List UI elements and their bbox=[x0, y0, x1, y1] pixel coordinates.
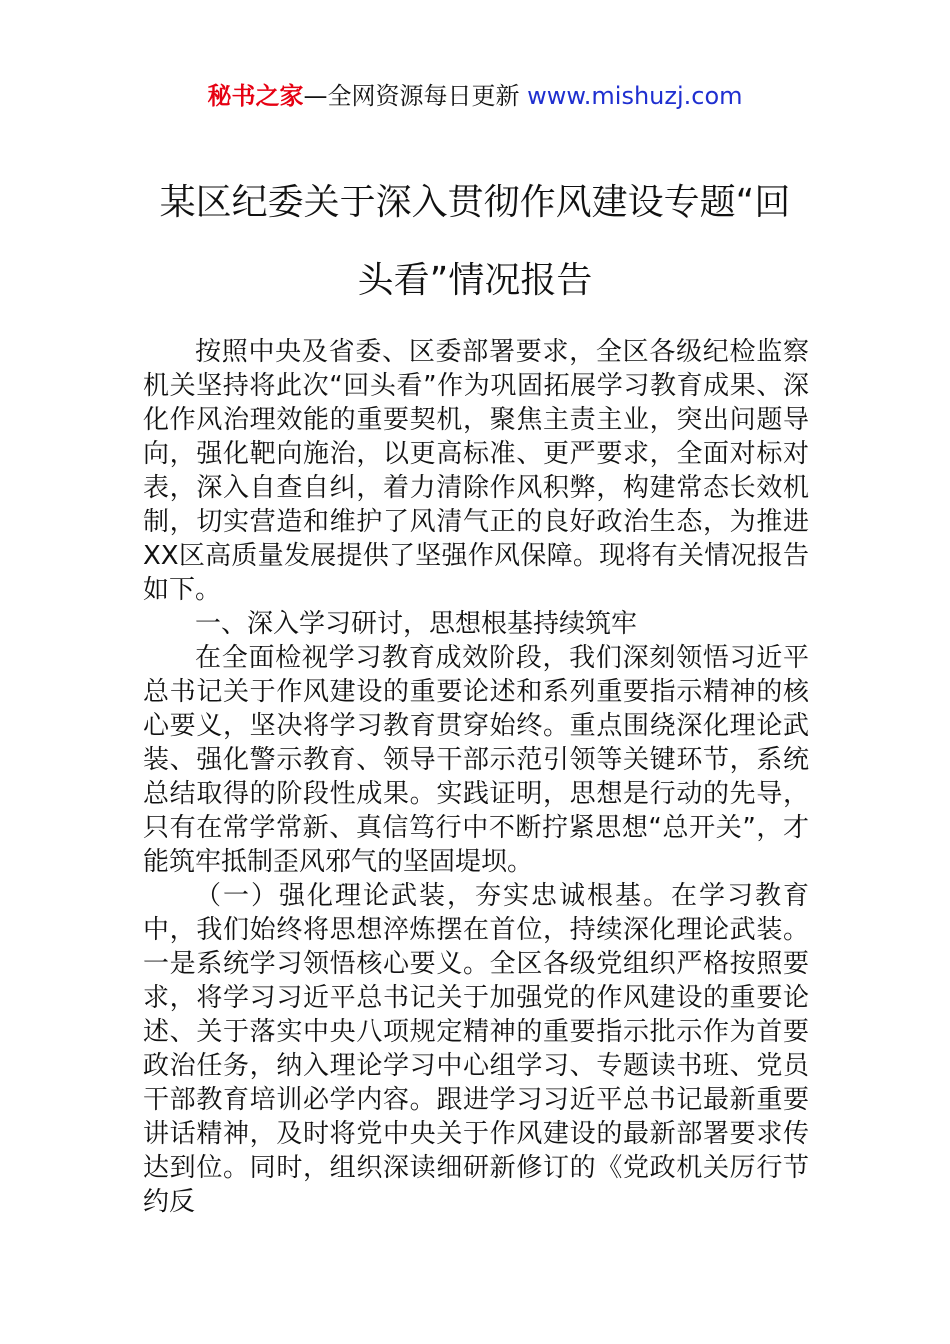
intro-paragraph: 按照中央及省委、区委部署要求，全区各级纪检监察机关坚持将此次“回头看”作为巩固拓展学习教育成果、深化作风治理效能的重要契机，聚焦主责主业，突出问题导向，强化靶向施治，以更高标准、更严要求，全面对标对表，深入自查自纠，着力清除作风积弊，构建常态长效机制，切实营造和维护了风清气正的良好政治生态，为推进XX区高质量发展提供了坚强作风保障。现将有关情况报告如下。 bbox=[143, 337, 809, 605]
subsection-paragraph: （一）强化理论武装，夯实忠诚根基。在学习教育中，我们始终将思想淬炼摆在首位，持续深化理论武装。一是系统学习领悟核心要义。全区各级党组织严格按照要求，将学习习近平总书记关于加强党的作风建设的重要论述、关于落实中央八项规定精神的重要指示批示作为首要政治任务，纳入理论学习中心组学习、专题读书班、党员干部教育培训必学内容。跟进学习习近平总书记最新重要讲话精神，及时将党中央关于作风建设的最新部署要求传达到位。同时，组织深读细研新修订的《党政机关厉行节约反 bbox=[143, 881, 809, 1217]
site-name: 秘书之家 bbox=[207, 82, 304, 110]
section-paragraph: 在全面检视学习教育成效阶段，我们深刻领悟习近平总书记关于作风建设的重要论述和系列重要指示精神的核心要义，坚决将学习教育贯穿始终。重点围绕深化理论武装、强化警示教育、领导干部示范引领等关键环节，系统总结取得的阶段性成果。实践证明，思想是行动的先导，只有在常学常新、真信笃行中不断拧紧思想“总开关”，才能筑牢抵制歪风邪气的坚固堤坝。 bbox=[143, 643, 809, 877]
document-body bbox=[143, 335, 809, 1219]
title-line-2: 头看”情况报告 bbox=[357, 260, 593, 301]
page-header bbox=[0, 80, 950, 112]
site-url[interactable]: www.mishuzj.com bbox=[527, 82, 743, 110]
title-line-1: 某区纪委关于深入贯彻作风建设专题“回 bbox=[159, 182, 791, 223]
section-heading: 一、深入学习研讨，思想根基持续筑牢 bbox=[195, 609, 638, 639]
site-tagline: —全网资源每日更新 bbox=[303, 82, 528, 110]
document-title bbox=[130, 176, 820, 332]
